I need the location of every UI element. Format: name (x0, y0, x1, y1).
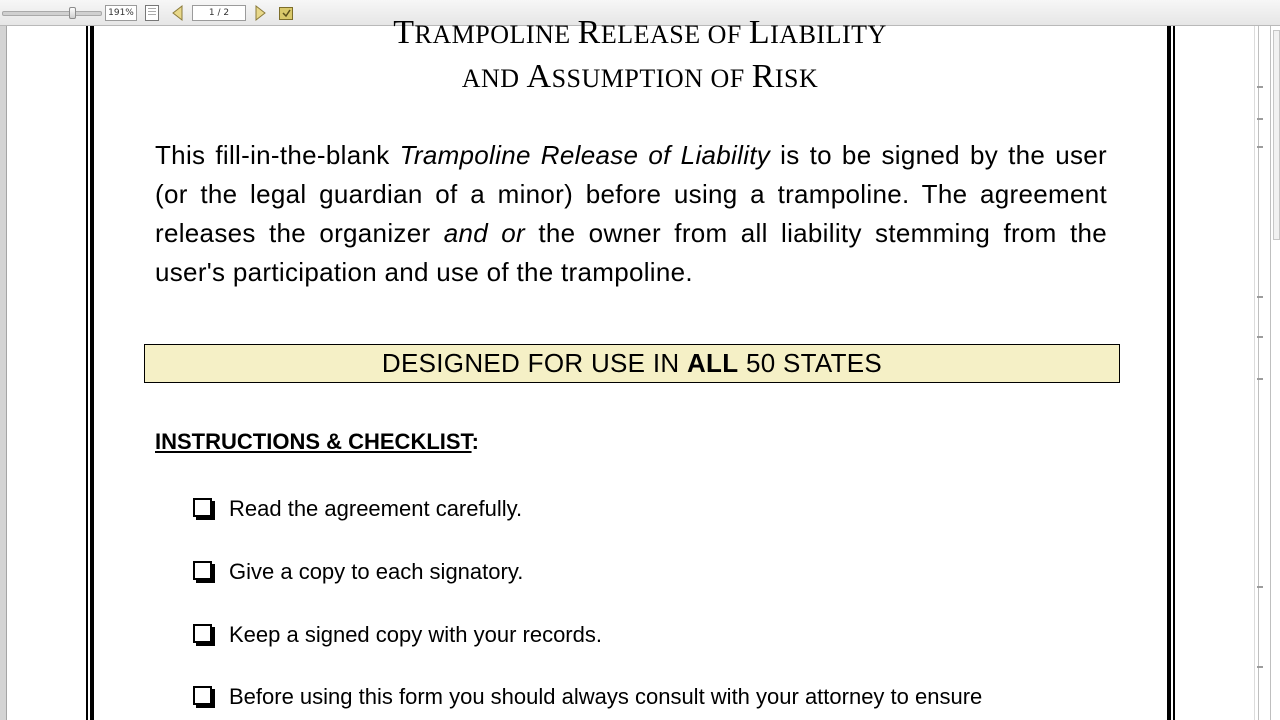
scroll-marker (1257, 378, 1263, 380)
scroll-marker (1257, 146, 1263, 148)
scroll-marker (1257, 336, 1263, 338)
scroll-marker (1257, 296, 1263, 298)
document-title-line1: TRAMPOLINE RELEASE OF LIABILITY (393, 14, 887, 51)
checkbox-icon[interactable] (193, 561, 212, 580)
page-number-field[interactable]: 1 / 2 (192, 5, 246, 21)
vertical-scrollbar[interactable] (1254, 26, 1280, 720)
checkbox-icon[interactable] (193, 624, 212, 643)
page-border-right-outer (1173, 26, 1175, 720)
instructions-heading: INSTRUCTIONS & CHECKLIST: (155, 429, 479, 454)
page-border-right-inner (1167, 26, 1171, 720)
zoom-value-field[interactable]: 191% (105, 5, 137, 21)
page-border-left-outer (86, 26, 88, 720)
scroll-rail-line (1270, 26, 1271, 720)
checkbox-icon[interactable] (193, 686, 212, 705)
scroll-marker (1257, 586, 1263, 588)
page-border-left-inner (90, 26, 94, 720)
scroll-marker (1257, 666, 1263, 668)
document-title-line2: AND ASSUMPTION OF RISK (461, 58, 819, 95)
intro-paragraph: This fill-in-the-blank Trampoline Release of Liability is to be signed by the user (or the legal guardian of a minor) before using a trampoline. The agreement releases the organizer and or the owner from all liability stemming from the user's participation and use of the trampoline. (155, 140, 1107, 287)
viewer-left-rail (0, 26, 7, 720)
scroll-marker (1257, 118, 1263, 120)
all-states-banner: DESIGNED FOR USE IN ALL 50 STATES (144, 344, 1120, 383)
scroll-rail-line (1258, 26, 1259, 720)
checkbox-icon[interactable] (193, 498, 212, 517)
